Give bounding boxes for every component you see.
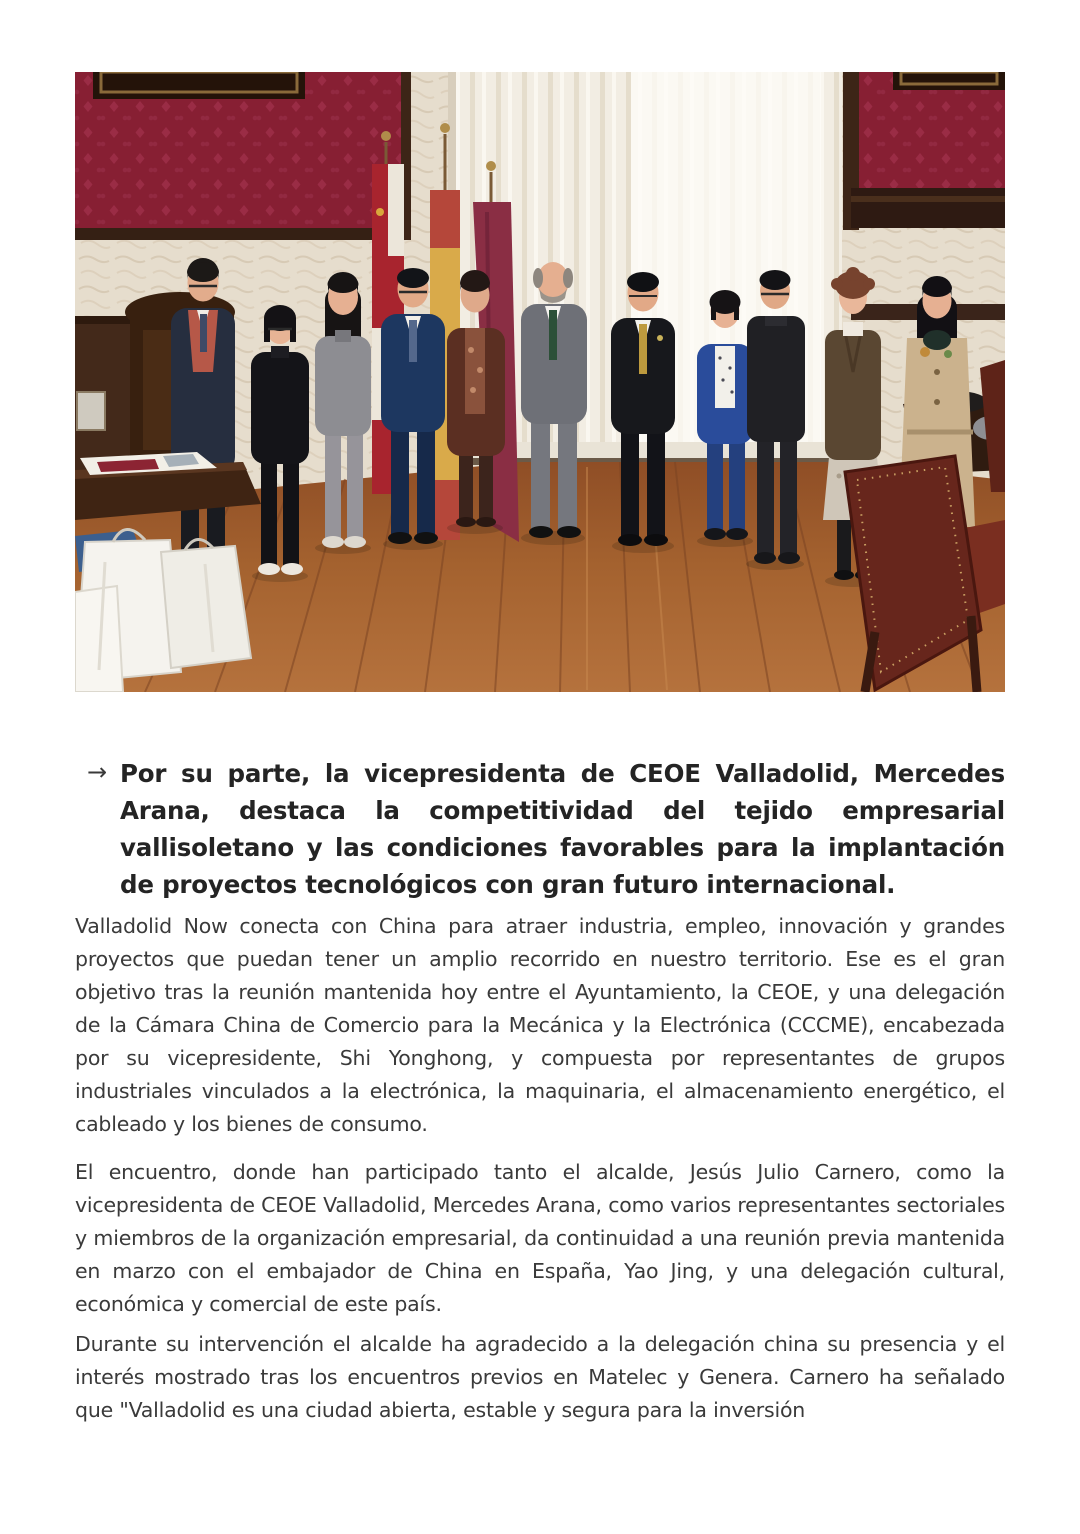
paragraph: Durante su intervención el alcalde ha agradecido a la delegación china su presencia y el interés mostrado tras los encuentros previos en Matelec y Genera. Carnero ha señalado que "Valladolid es una ciudad abierta, estable y segura para la inversión [75,1332,1005,1422]
delegation-group-photo [75,72,1005,692]
photo-illustration [75,72,1005,692]
highlight-text: Por su parte, la vicepresidenta de CEOE Valladolid, Mercedes Arana, destaca la competitividad del tejido empresarial vallisoletano y las condiciones favorables para la implantación de proyectos tecnológicos con gran futuro internacional. [120,759,1005,899]
arrow-bullet-icon: → [87,758,108,786]
left-table-and-gift-bags [75,452,261,692]
paragraph: Valladolid Now conecta con China para atraer industria, empleo, innovación y grandes proyectos que puedan tener un amplio recorrido en nuestro territorio. Ese es el gran objetivo tras la reunión mantenida hoy entre el Ayuntamiento, la CEOE, y una delegación de la Cámara China de Comercio para la Mecánica y la Electrónica (CCCME), encabezada por su vicepresidente, Shi Yonghong, y compuesta por representantes de grupos industriales vinculados a la electrónica, la maquinaria, el almacenamiento energético, el cableado y los bienes de consumo. [75,914,1005,1136]
highlight-block [75,755,1005,903]
paragraph: El encuentro, donde han participado tanto el alcalde, Jesús Julio Carnero, como la vicepresidenta de CEOE Valladolid, Mercedes Arana, como varios representantes sectoriales y miembros de la organización empresarial, da continuidad a una reunión previa mantenida en marzo con el embajador de China en España, Yao Jing, y una delegación cultural, económica y comercial de este país. [75,1160,1005,1316]
